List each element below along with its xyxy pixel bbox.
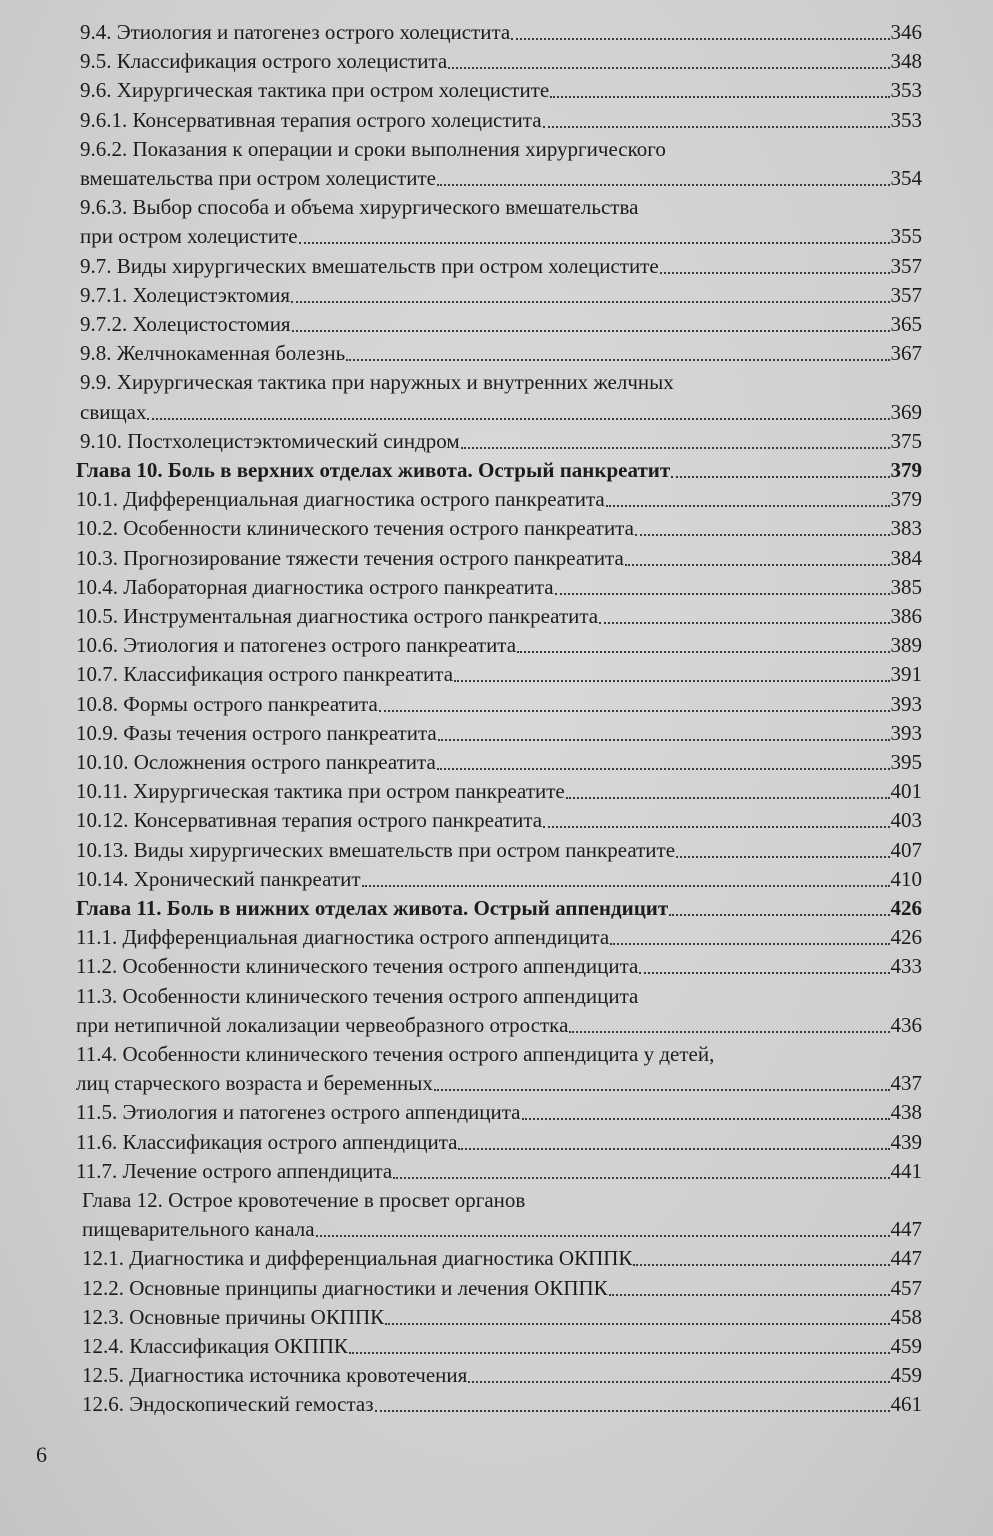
toc-entry-title: 12.5. Диагностика источника кровотечения (82, 1363, 468, 1388)
toc-entry-title: пищеварительного канала (82, 1217, 315, 1242)
toc-entry-title: 11.5. Этиология и патогенез острого аппендицита (76, 1100, 521, 1125)
toc-page-number: 385 (890, 574, 922, 599)
dot-leader (346, 359, 889, 361)
dot-leader (461, 447, 890, 449)
toc-page-number: 461 (890, 1392, 922, 1417)
toc-entry-line (76, 514, 922, 543)
toc-entry-title: свищах (80, 399, 147, 424)
dot-leader (291, 301, 890, 303)
dot-leader (633, 1264, 889, 1266)
toc-entry-line (76, 894, 922, 923)
dot-leader (362, 885, 890, 887)
toc-page-number: 365 (890, 312, 922, 336)
toc-entry-line (80, 222, 922, 251)
dot-leader (606, 505, 890, 507)
toc-entry-title: при остром холецистите (80, 224, 298, 249)
toc-entry-line (76, 777, 922, 806)
dot-leader (555, 593, 890, 595)
toc-page-number: 436 (890, 1012, 922, 1037)
toc-entry-line (76, 806, 922, 835)
toc-entry-title: 10.6. Этиология и патогенез острого панкреатита (76, 633, 517, 658)
toc-entry-title: 10.8. Формы острого панкреатита (76, 691, 378, 716)
toc-entry-title: при нетипичной локализации червеобразного отростка (76, 1012, 569, 1037)
toc-entry-line-continued (80, 368, 674, 397)
toc-entry-title: лиц старческого возраста и беременных (76, 1071, 433, 1096)
toc-entry-line (76, 923, 922, 952)
toc-entry-title: 10.13. Виды хирургических вмешательств при остром панкреатите (76, 837, 676, 862)
toc-page-number: 441 (890, 1158, 922, 1183)
toc-entry-line (76, 1098, 922, 1127)
toc-page-number: 346 (890, 20, 922, 44)
toc-entry-title: 11.1. Дифференциальная диагностика острого аппендицита (76, 925, 610, 950)
dot-leader (543, 826, 889, 828)
toc-entry-line (80, 310, 922, 339)
toc-page-number: 401 (890, 779, 922, 804)
toc-entry-line (80, 398, 922, 427)
dot-leader (671, 476, 889, 478)
toc-entry-line (76, 865, 922, 894)
dot-leader (349, 1352, 890, 1354)
toc-entry-line-continued (76, 1040, 714, 1069)
dot-leader (566, 797, 890, 799)
toc-entry-line (76, 602, 922, 631)
toc-page-number: 437 (890, 1071, 922, 1096)
toc-entry-line (80, 106, 922, 135)
toc-entry-title: 10.10. Осложнения острого панкреатита (76, 750, 436, 774)
toc-entry-title: 11.4. Особенности клинического течения острого аппендицита у детей, (76, 1042, 715, 1066)
toc-entry-line (82, 1303, 922, 1332)
toc-entry-title: 9.5. Классификация острого холецистита (80, 49, 448, 74)
toc-entry-title: 10.1. Дифференциальная диагностика острого панкреатита (76, 487, 605, 512)
toc-entry-line (76, 1011, 922, 1040)
toc-page-number: 458 (890, 1304, 922, 1329)
dot-leader (385, 1323, 889, 1325)
toc-page-number: 426 (890, 925, 922, 950)
toc-page-number: 389 (890, 633, 922, 658)
toc-entry-line (82, 1274, 922, 1303)
dot-leader (599, 622, 889, 624)
dot-leader (625, 564, 890, 566)
toc-entry-title: вмешательства при остром холецистите (80, 166, 436, 190)
toc-entry-line (82, 1361, 922, 1390)
dot-leader (609, 1294, 890, 1296)
toc-page-number: 391 (890, 662, 922, 687)
toc-entry-line (80, 47, 922, 76)
toc-page-number: 384 (890, 545, 922, 570)
toc-entry-title: Глава 10. Боль в верхних отделах живота. Острый панкреатит (76, 458, 671, 482)
dot-leader (437, 768, 890, 770)
toc-entry-title: 10.14. Хронический панкреатит (76, 866, 361, 891)
toc-entry-title: 10.3. Прогнозирование тяжести течения острого панкреатита (76, 545, 624, 570)
toc-page-number: 459 (890, 1363, 922, 1388)
toc-page-number: 355 (890, 224, 922, 249)
toc-entry-line (76, 1069, 922, 1098)
toc-entry-line (76, 485, 922, 514)
toc-entry-title: 9.9. Хирургическая тактика при наружных и внутренних желчных (80, 370, 674, 395)
toc-page-number: 348 (890, 49, 922, 74)
toc-entry-title: 12.1. Диагностика и дифференциальная диагностика ОКППК (82, 1246, 633, 1271)
toc-page-number: 395 (890, 750, 922, 774)
toc-entry-line (80, 76, 922, 105)
toc-entry-title: 9.6.3. Выбор способа и объема хирургического вмешательства (80, 195, 639, 220)
toc-entry-title: 9.6.1. Консервативная терапия острого холецистита (80, 107, 542, 132)
toc-page-number: 354 (890, 166, 922, 190)
dot-leader (660, 272, 890, 274)
toc-page-number: 407 (890, 837, 922, 862)
toc-entry-line (76, 836, 922, 865)
toc-entry-line (80, 164, 922, 193)
dot-leader (458, 1148, 889, 1150)
dot-leader (522, 1118, 890, 1120)
toc-entry-line (80, 252, 922, 281)
toc-entry-line (76, 1157, 922, 1186)
dot-leader (517, 651, 889, 653)
toc-entry-title: 10.7. Классификация острого панкреатита (76, 662, 454, 687)
dot-leader (454, 680, 889, 682)
toc-entry-line (76, 748, 922, 777)
toc-entry-line (82, 1215, 922, 1244)
toc-entry-title: 9.8. Желчнокаменная болезнь (80, 341, 346, 366)
toc-entry-title: 9.7.2. Холецистостомия (80, 312, 291, 336)
dot-leader (635, 534, 890, 536)
toc-entry-title: Глава 11. Боль в нижних отделах живота. Острый аппендицит (76, 896, 669, 920)
dot-leader (434, 1089, 890, 1091)
dot-leader (676, 856, 889, 858)
toc-page-number: 375 (890, 428, 922, 453)
toc-page-number: 447 (890, 1217, 922, 1242)
toc-entry-title: 12.3. Основные причины ОКППК (82, 1304, 385, 1329)
toc-entry-title: 11.3. Особенности клинического течения острого аппендицита (76, 983, 639, 1008)
toc-page-number: 403 (890, 808, 922, 833)
toc-entry-title: 10.4. Лабораторная диагностика острого панкреатита (76, 574, 554, 599)
toc-entry-line (76, 456, 922, 485)
dot-leader (292, 330, 890, 332)
toc-entry-title: 9.7.1. Холецистэктомия (80, 282, 290, 307)
dot-leader (610, 943, 889, 945)
toc-page-number: 426 (890, 896, 922, 920)
toc-page-number: 367 (890, 341, 922, 366)
toc-entry-line (76, 952, 922, 981)
toc-entry-title: 9.4. Этиология и патогенез острого холецистита (80, 20, 511, 44)
dot-leader (375, 1410, 890, 1412)
toc-entry-line (76, 1128, 922, 1157)
toc-entry-line (76, 573, 922, 602)
dot-leader (543, 126, 890, 128)
toc-page-number: 353 (890, 107, 922, 132)
toc-entry-line-continued (80, 193, 638, 222)
toc-page-number: 357 (890, 253, 922, 278)
toc-entry-line (82, 1390, 922, 1419)
toc-entry-line-continued (76, 982, 638, 1011)
toc-entry-line (76, 690, 922, 719)
toc-page-number: 447 (890, 1246, 922, 1271)
toc-page-number: 393 (890, 720, 922, 745)
toc-entry-title: Глава 12. Острое кровотечение в просвет органов (82, 1188, 526, 1212)
toc-page-number: 433 (890, 954, 922, 979)
dot-leader (393, 1177, 889, 1179)
toc-entry-title: 10.2. Особенности клинического течения острого панкреатита (76, 516, 634, 541)
toc-entry-title: 11.7. Лечение острого аппендицита (76, 1158, 393, 1183)
toc-entry-line (76, 544, 922, 573)
toc-entry-line (76, 660, 922, 689)
toc-entry-title: 10.11. Хирургическая тактика при остром панкреатите (76, 779, 565, 804)
dot-leader (147, 418, 889, 420)
dot-leader (569, 1031, 889, 1033)
toc-entry-title: 9.7. Виды хирургических вмешательств при остром холецистите (80, 253, 659, 278)
dot-leader (299, 242, 890, 244)
toc-page-number: 383 (890, 516, 922, 541)
dot-leader (669, 914, 889, 916)
toc-entry-title: 9.10. Постхолецистэктомический синдром (80, 428, 460, 453)
dot-leader (448, 67, 889, 69)
page-number: 6 (36, 1442, 47, 1467)
toc-entry-title: 9.6. Хирургическая тактика при остром холецистите (80, 78, 550, 103)
dot-leader (437, 184, 890, 186)
toc-entry-title: 10.5. Инструментальная диагностика острого панкреатита (76, 604, 599, 628)
toc-entry-line (76, 719, 922, 748)
toc-page-number: 386 (890, 604, 922, 628)
toc-page-number: 459 (890, 1334, 922, 1358)
toc-entry-title: 12.4. Классификация ОКППК (82, 1334, 348, 1358)
dot-leader (550, 96, 889, 98)
toc-entry-title: 12.2. Основные принципы диагностики и лечения ОКППК (82, 1275, 608, 1300)
toc-entry-line (80, 18, 922, 47)
toc-page-number: 353 (890, 78, 922, 103)
dot-leader (511, 38, 889, 40)
toc-entry-title: 11.6. Классификация острого аппендицита (76, 1129, 458, 1154)
toc-page-number: 438 (890, 1100, 922, 1125)
toc-page-number: 379 (890, 487, 922, 512)
toc-entry-line (80, 427, 922, 456)
toc-page-number: 439 (890, 1129, 922, 1154)
toc-entry-title: 10.12. Консервативная терапия острого панкреатита (76, 808, 543, 833)
dot-leader (639, 972, 889, 974)
toc-entry-line (76, 631, 922, 660)
toc-entry-title: 12.6. Эндоскопический гемостаз (82, 1392, 374, 1417)
toc-entry-line (82, 1244, 922, 1273)
toc-entry-line-continued (82, 1186, 525, 1215)
toc-entry-line (82, 1332, 922, 1361)
toc-page-number: 369 (890, 399, 922, 424)
toc-entry-line (80, 339, 922, 368)
toc-page-number: 379 (890, 458, 922, 482)
toc-entry-title: 10.9. Фазы течения острого панкреатита (76, 720, 437, 745)
toc-page-number: 457 (890, 1275, 922, 1300)
dot-leader (379, 710, 890, 712)
toc-page-number: 357 (890, 282, 922, 307)
dot-leader (316, 1235, 890, 1237)
toc-entry-line-continued (80, 135, 666, 164)
toc-page-number: 393 (890, 691, 922, 716)
toc-entry-line (80, 281, 922, 310)
dot-leader (468, 1381, 889, 1383)
toc-entry-title: 9.6.2. Показания к операции и сроки выполнения хирургического (80, 136, 666, 161)
toc-page-number: 410 (890, 866, 922, 891)
toc-entry-title: 11.2. Особенности клинического течения острого аппендицита (76, 954, 639, 979)
dot-leader (438, 739, 890, 741)
